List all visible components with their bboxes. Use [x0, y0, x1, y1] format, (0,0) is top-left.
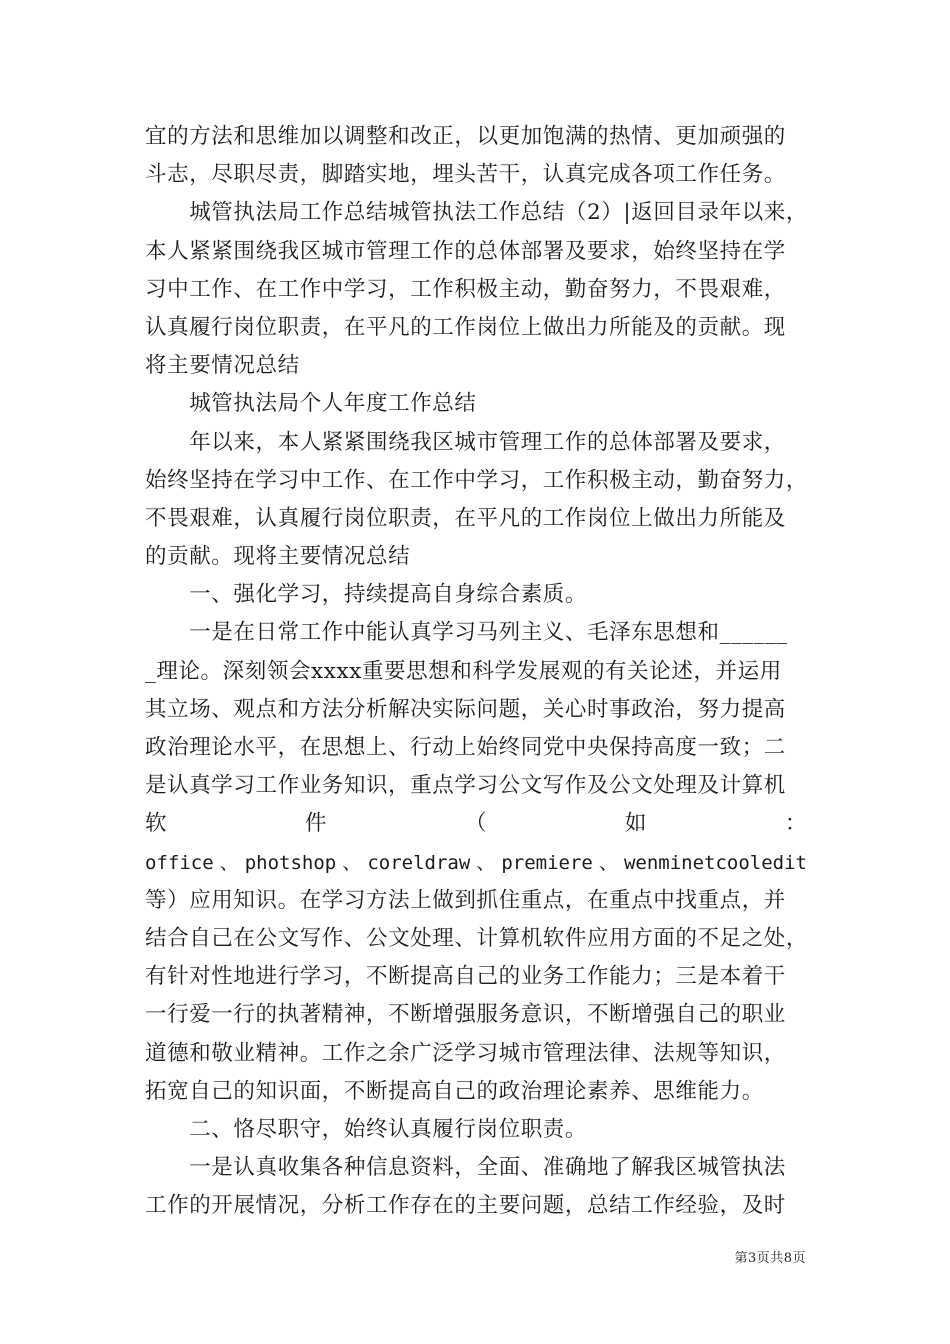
text-line: 不畏艰难，认真履行岗位职责，在平凡的工作岗位上做出力所能及 [145, 505, 786, 531]
text-line: 本人紧紧围绕我区城市管理工作的总体部署及要求，始终坚持在学 [145, 238, 786, 264]
text-line: 习中工作、在工作中学习，工作积极主动，勤奋努力，不畏艰难， [145, 276, 786, 302]
text-line: 政治理论水平，在思想上、行动上始终同党中央保持高度一致；二 [145, 735, 786, 760]
text-line: 工作的开展情况，分析工作存在的主要问题，总结工作经验，及时 [145, 1193, 786, 1219]
text-line: 是认真学习工作业务知识，重点学习公文写作及公文处理及计算机 [145, 773, 786, 799]
page-number-footer: 第3页共8页 [734, 1251, 806, 1266]
text-line: 的贡献。现将主要情况总结 [145, 544, 411, 570]
text-line: 一是认真收集各种信息资料，全面、准确地了解我区城管执法 [145, 1155, 786, 1181]
spread-text-line [145, 805, 807, 843]
spread-char: 如 [624, 811, 648, 837]
text-line: 将主要情况总结 [145, 353, 300, 379]
text-line: 斗志，尽职尽责，脚踏实地，埋头苦干，认真完成各项工作任务。 [145, 162, 786, 188]
text-line: 其立场、观点和方法分析解决实际问题，关心时事政治，努力提高 [145, 696, 786, 722]
software-name: office [145, 851, 214, 874]
text-line: 城管执法局工作总结城管执法工作总结（2）|返回目录年以来， [145, 200, 809, 226]
text-line: 一是在日常工作中能认真学习马列主义、毛泽东思想和______ [145, 620, 788, 646]
spread-char: 软 [145, 811, 168, 837]
software-name: coreldraw [367, 851, 471, 874]
spread-char: 件 [304, 811, 328, 837]
software-name: wenminetcooledit [623, 851, 807, 874]
text-line: 宜的方法和思维加以调整和改正，以更加饱满的热情、更加顽强的 [145, 124, 786, 149]
text-line: 认真履行岗位职责，在平凡的工作岗位上做出力所能及的贡献。现 [145, 314, 786, 340]
text-line: _理论。深刻领会xxxx重要思想和科学发展观的有关论述，并运用 [145, 658, 782, 684]
spread-char: ： [784, 811, 807, 837]
document-body [145, 118, 807, 1225]
software-name: premiere [501, 851, 593, 874]
spread-char: （ [464, 811, 488, 837]
text-line: 年以来，本人紧紧围绕我区城市管理工作的总体部署及要求， [145, 429, 786, 455]
separator: 、 [598, 851, 618, 874]
separator: 、 [219, 851, 239, 874]
text-line: 一行爱一行的执著精神，不断增强服务意识，不断增强自己的职业 [145, 1002, 786, 1028]
text-line: 等）应用知识。在学习方法上做到抓住重点，在重点中找重点，并 [145, 887, 786, 913]
software-name: photshop [244, 851, 337, 874]
separator: 、 [476, 851, 496, 874]
section-heading: 一、强化学习，持续提高自身综合素质。 [145, 582, 588, 608]
text-line: 始终坚持在学习中工作、在工作中学习，工作积极主动，勤奋努力， [145, 467, 809, 493]
separator: 、 [342, 851, 362, 874]
software-list-line [145, 844, 807, 882]
section-heading: 城管执法局个人年度工作总结 [145, 391, 477, 417]
text-line: 结合自己在公文写作、公文处理、计算机软件应用方面的不足之处， [145, 925, 809, 951]
text-line: 道德和敬业精神。工作之余广泛学习城市管理法律、法规等知识， [145, 1040, 786, 1066]
text-line: 拓宽自己的知识面，不断提高自己的政治理论素养、思维能力。 [145, 1078, 764, 1104]
text-line: 有针对性地进行学习，不断提高自己的业务工作能力；三是本着干 [145, 964, 786, 990]
section-heading: 二、恪尽职守，始终认真履行岗位职责。 [145, 1116, 588, 1142]
